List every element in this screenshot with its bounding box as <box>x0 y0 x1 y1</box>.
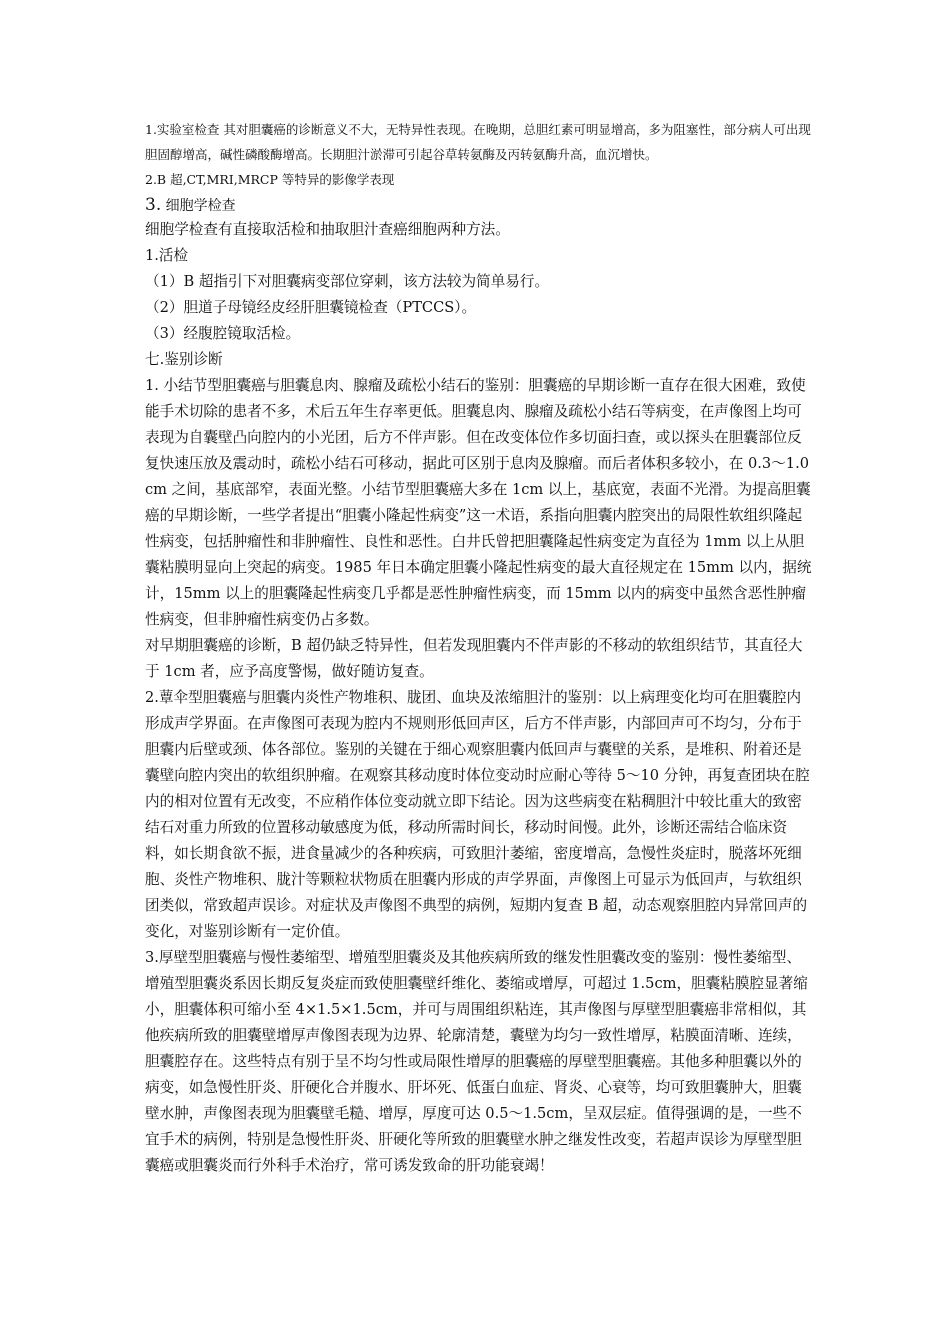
paragraph-early-diagnosis: 对早期胆囊癌的诊断，B 超仍缺乏特异性，但若发现胆囊内不伴声影的不移动的软组织结节，其直径大于 1cm 者，应予高度警惕，做好随访复查。 <box>145 637 803 680</box>
paragraph-cytology-methods: 细胞学检查有直接取活检和抽取胆汁查癌细胞两种方法。 <box>145 221 510 238</box>
document-page <box>145 117 815 1179</box>
section-heading-differential: 七.鉴别诊断 <box>145 351 223 368</box>
paragraph-imaging: 2.B 超,CT,MRI,MRCP 等特异的影像学表现 <box>145 172 395 187</box>
heading-cytology <box>145 194 815 217</box>
heading-biopsy: 1.活检 <box>145 247 189 264</box>
heading-cytology-number: 3. <box>145 195 162 215</box>
list-item-biopsy-1: （1）B 超指引下对胆囊病变部位穿刺，该方法较为简单易行。 <box>145 273 550 290</box>
heading-cytology-text: 细胞学检查 <box>161 198 236 214</box>
list-item-biopsy-3: （3）经腹腔镜取活检。 <box>145 325 301 342</box>
paragraph-differential-2: 2.蕈伞型胆囊癌与胆囊内炎性产物堆积、胧团、血块及浓缩胆汁的鉴别：以上病理变化均可在胆囊腔内形成声学界面。在声像图可表现为腔内不规则形低回声区，后方不伴声影，内部回声可不均匀，分布于胆囊内后壁或颈、体各部位。鉴别的关键在于细心观察胆囊内低回声与囊壁的关系，是堆积、附着还是囊壁向腔内突出的软组织肿瘤。在观察其移动度时体位变动时应耐心等待 5～10 分钟，再复查团块在腔内的相对位置有无改变，不应稍作体位变动就立即下结论。因为这些病变在粘稠胆汁中较比重大的致密结石对重力所致的位置移动敏感度为低，移动所需时间长，移动时间慢。此外，诊断还需结合临床资料，如长期食欲不振，进食量减少的各种疾病，可致胆汁萎缩，密度增高，急慢性炎症时，脱落坏死细胞、炎性产物堆积、胧汁等颗粒状物质在胆囊内形成的声学界面，声像图上可显示为低回声，与软组织团类似，常致超声误诊。对症状及声像图不典型的病例，短期内复查 B 超，动态观察胆腔内异常回声的变化，对鉴别诊断有一定价值。 <box>145 689 810 940</box>
paragraph-differential-1: 1. 小结节型胆囊癌与胆囊息肉、腺瘤及疏松小结石的鉴别：胆囊癌的早期诊断一直存在很大困难，致使能手术切除的患者不多，术后五年生存率更低。胆囊息肉、腺瘤及疏松小结石等病变，在声像图上均可表现为自囊壁凸向腔内的小光团，后方不伴声影。但在改变体位作多切面扫查，或以探头在胆囊部位反复快速压放及震动时，疏松小结石可移动，据此可区别于息肉及腺瘤。而后者体积多较小，在 0.3～1.0cm 之间，基底部窄，表面光整。小结节型胆囊癌大多在 1cm 以上，基底宽，表面不光滑。为提高胆囊癌的早期诊断，一些学者提出“胆囊小隆起性病变”这一术语，系指向胆囊内腔突出的局限性软组织隆起性病变，包括肿瘤性和非肿瘤性、良性和恶性。白井氏曾把胆囊隆起性病变定为直径为 1mm 以上从胆囊粘膜明显向上突起的病变。1985 年日本确定胆囊小隆起性病变的最大直径规定在 15mm 以内，据统计，15mm 以上的胆囊隆起性病变几乎都是恶性肿瘤性病变，而 15mm 以内的病变中虽然含恶性肿瘤性病变，但非肿瘤性病变仍占多数。 <box>145 377 812 628</box>
paragraph-lab-tests: 1.实验室检查 其对胆囊癌的诊断意义不大，无特异性表现。在晚期，总胆红素可明显增高，多为阻塞性，部分病人可出现胆固醇增高，碱性磷酸酶增高。长期胆汁淤滞可引起谷草转氨酶及丙转氨酶升高，血沉增快。 <box>145 122 811 162</box>
list-item-biopsy-2: （2）胆道子母镜经皮经肝胆囊镜检查（PTCCS）。 <box>145 299 477 316</box>
paragraph-differential-3: 3.厚壁型胆囊癌与慢性萎缩型、增殖型胆囊炎及其他疾病所致的继发性胆囊改变的鉴别：慢性萎缩型、增殖型胆囊炎系因长期反复炎症而致使胆囊壁纤维化、萎缩或增厚，可超过 1.5cm，胆囊粘膜腔显著缩小，胆囊体积可缩小至 4×1.5×1.5cm，并可与周围组织粘连，其声像图与厚壁型胆囊癌非常相似，其他疾病所致的胆囊壁增厚声像图表现为边界、轮廓清楚，囊壁为均匀一致性增厚，粘膜面清晰、连续，胆囊腔存在。这些特点有别于呈不均匀性或局限性增厚的胆囊癌的厚壁型胆囊癌。其他多种胆囊以外的病变，如急慢性肝炎、肝硬化合并腹水、肝坏死、低蛋白血症、肾炎、心衰等，均可致胆囊肿大，胆囊壁水肿，声像图表现为胆囊壁毛糙、增厚，厚度可达 0.5～1.5cm，呈双层症。值得强调的是，一些不宜手术的病例，特别是急慢性肝炎、肝硬化等所致的胆囊壁水肿之继发性改变，若超声误诊为厚壁型胆囊癌或胆囊炎而行外科手术治疗，常可诱发致命的肝功能衰竭！ <box>145 949 808 1174</box>
